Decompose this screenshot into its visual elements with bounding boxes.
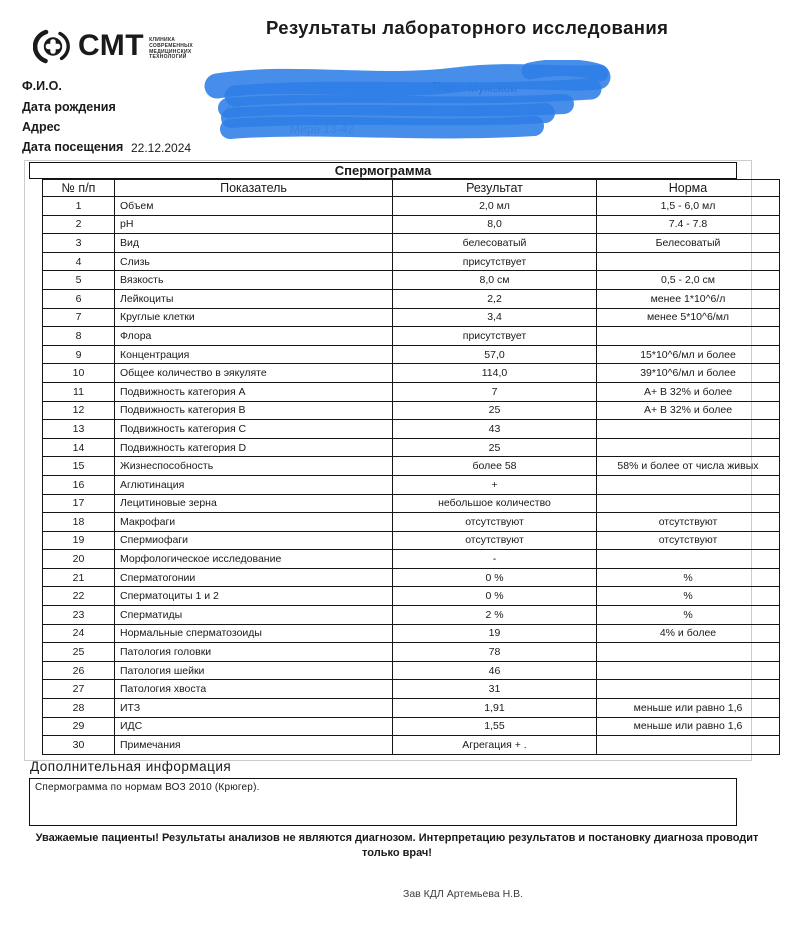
result-cell: 7 <box>393 382 597 401</box>
result-cell: белесоватый <box>393 234 597 253</box>
norm-cell <box>597 643 780 662</box>
indicator-cell: Лейкоциты <box>115 289 393 308</box>
row-number-cell: 25 <box>43 643 115 662</box>
birth-date-label: Дата рождения <box>22 100 116 114</box>
row-number-cell: 28 <box>43 699 115 718</box>
disclaimer-text: Уважаемые пациенты! Результаты анализов не являются диагнозом. Интерпретацию результатов и постановку диагноза проводит только врач! <box>35 832 759 860</box>
table-title: Спермограмма <box>29 162 737 179</box>
table-row <box>43 606 780 625</box>
indicator-cell: Патология хвоста <box>115 680 393 699</box>
row-number-cell: 2 <box>43 215 115 234</box>
table-header-row <box>43 180 780 197</box>
row-number-cell: 17 <box>43 494 115 513</box>
norm-cell: % <box>597 587 780 606</box>
indicator-cell: Сперматоциты 1 и 2 <box>115 587 393 606</box>
norm-cell <box>597 494 780 513</box>
visit-date-label: Дата посещения <box>22 140 124 154</box>
norm-cell <box>597 327 780 346</box>
indicator-cell: Концентрация <box>115 345 393 364</box>
table-row <box>43 717 780 736</box>
sex-value: Мужской <box>468 81 518 95</box>
row-number-cell: 15 <box>43 457 115 476</box>
row-number-cell: 16 <box>43 475 115 494</box>
additional-info-note: Спермограмма по нормам ВОЗ 2010 (Крюгер). <box>35 782 260 793</box>
indicator-cell: Подвижность категория A <box>115 382 393 401</box>
col-header-number: № п/п <box>43 180 115 197</box>
table-row <box>43 457 780 476</box>
result-cell: 114,0 <box>393 364 597 383</box>
norm-cell: отсутствуют <box>597 513 780 532</box>
result-cell: + <box>393 475 597 494</box>
indicator-cell: Подвижность категория D <box>115 438 393 457</box>
indicator-cell: Сперматогонии <box>115 568 393 587</box>
results-table <box>42 179 780 755</box>
results-table-body <box>43 197 780 755</box>
row-number-cell: 9 <box>43 345 115 364</box>
indicator-cell: Примечания <box>115 736 393 755</box>
redacted-birth-hint: 06 <box>228 101 242 115</box>
norm-cell: 1,5 - 6,0 мл <box>597 197 780 216</box>
norm-cell <box>597 550 780 569</box>
norm-cell: меньше или равно 1,6 <box>597 699 780 718</box>
clinic-logo <box>33 29 193 70</box>
table-row <box>43 289 780 308</box>
visit-date-value: 22.12.2024 <box>131 141 192 155</box>
row-number-cell: 19 <box>43 531 115 550</box>
result-cell: 31 <box>393 680 597 699</box>
table-row <box>43 475 780 494</box>
result-cell: более 58 <box>393 457 597 476</box>
result-cell: небольшое количество <box>393 494 597 513</box>
indicator-cell: Круглые клетки <box>115 308 393 327</box>
indicator-cell: Аглютинация <box>115 475 393 494</box>
table-row <box>43 364 780 383</box>
results-table-wrap <box>42 179 780 755</box>
table-row <box>43 252 780 271</box>
row-number-cell: 1 <box>43 197 115 216</box>
table-row <box>43 680 780 699</box>
row-number-cell: 4 <box>43 252 115 271</box>
row-number-cell: 12 <box>43 401 115 420</box>
result-cell: присутствует <box>393 252 597 271</box>
indicator-cell: Флора <box>115 327 393 346</box>
norm-cell <box>597 661 780 680</box>
table-row <box>43 550 780 569</box>
col-header-result: Результат <box>393 180 597 197</box>
norm-cell <box>597 736 780 755</box>
table-row <box>43 736 780 755</box>
result-cell: присутствует <box>393 327 597 346</box>
table-row <box>43 624 780 643</box>
indicator-cell: Вязкость <box>115 271 393 290</box>
col-header-indicator: Показатель <box>115 180 393 197</box>
row-number-cell: 20 <box>43 550 115 569</box>
norm-cell: 15*10^6/мл и более <box>597 345 780 364</box>
row-number-cell: 22 <box>43 587 115 606</box>
norm-cell <box>597 680 780 699</box>
norm-cell: отсутствуют <box>597 531 780 550</box>
table-row <box>43 568 780 587</box>
norm-cell: менее 5*10^6/мл <box>597 308 780 327</box>
row-number-cell: 29 <box>43 717 115 736</box>
row-number-cell: 5 <box>43 271 115 290</box>
indicator-cell: pH <box>115 215 393 234</box>
result-cell: отсутствуют <box>393 531 597 550</box>
indicator-cell: Объем <box>115 197 393 216</box>
norm-cell: % <box>597 606 780 625</box>
indicator-cell: Общее количество в эякуляте <box>115 364 393 383</box>
norm-cell: 58% и более от числа живых <box>597 457 780 476</box>
row-number-cell: 3 <box>43 234 115 253</box>
row-number-cell: 7 <box>43 308 115 327</box>
table-row <box>43 345 780 364</box>
indicator-cell: Нормальные сперматозоиды <box>115 624 393 643</box>
row-number-cell: 23 <box>43 606 115 625</box>
norm-cell: А+ В 32% и более <box>597 401 780 420</box>
row-number-cell: 8 <box>43 327 115 346</box>
redacted-address-hint: Мира 13-42 <box>290 122 355 136</box>
result-cell: 0 % <box>393 587 597 606</box>
row-number-cell: 27 <box>43 680 115 699</box>
result-cell: 78 <box>393 643 597 662</box>
signature-text: Зав КДЛ Артемьева Н.В. <box>402 888 524 900</box>
indicator-cell: Вид <box>115 234 393 253</box>
indicator-cell: Спермиофаги <box>115 531 393 550</box>
norm-cell: менее 1*10^6/л <box>597 289 780 308</box>
table-row <box>43 513 780 532</box>
table-row <box>43 382 780 401</box>
table-row <box>43 699 780 718</box>
result-cell: отсутствуют <box>393 513 597 532</box>
table-row <box>43 308 780 327</box>
norm-cell: Белесоватый <box>597 234 780 253</box>
norm-cell: % <box>597 568 780 587</box>
logo-tagline-line: СОВРЕМЕННЫХ <box>149 42 194 49</box>
indicator-cell: ИДС <box>115 717 393 736</box>
row-number-cell: 26 <box>43 661 115 680</box>
norm-cell <box>597 438 780 457</box>
indicator-cell: Морфологическое исследование <box>115 550 393 569</box>
logo-tagline-line: ТЕХНОЛОГИЙ <box>149 54 187 61</box>
table-row <box>43 271 780 290</box>
result-cell: 57,0 <box>393 345 597 364</box>
result-cell: 1,55 <box>393 717 597 736</box>
additional-info-heading: Дополнительная информация <box>30 759 232 774</box>
norm-cell: 0,5 - 2,0 см <box>597 271 780 290</box>
redaction-scribble <box>195 60 625 155</box>
row-number-cell: 18 <box>43 513 115 532</box>
indicator-cell: Лецитиновые зерна <box>115 494 393 513</box>
col-header-norm: Норма <box>597 180 780 197</box>
indicator-cell: Слизь <box>115 252 393 271</box>
table-row <box>43 234 780 253</box>
norm-cell <box>597 475 780 494</box>
norm-cell: 39*10^6/мл и более <box>597 364 780 383</box>
result-cell: 8,0 <box>393 215 597 234</box>
indicator-cell: Подвижность категория B <box>115 401 393 420</box>
additional-info-box <box>29 778 737 826</box>
result-cell: - <box>393 550 597 569</box>
result-cell: 0 % <box>393 568 597 587</box>
indicator-cell: Подвижность категория C <box>115 420 393 439</box>
indicator-cell: ИТЗ <box>115 699 393 718</box>
logo-tagline <box>149 38 193 61</box>
norm-cell: А+ В 32% и более <box>597 382 780 401</box>
result-cell: 2,0 мл <box>393 197 597 216</box>
result-cell: 46 <box>393 661 597 680</box>
result-cell: 25 <box>393 401 597 420</box>
row-number-cell: 21 <box>43 568 115 587</box>
row-number-cell: 11 <box>43 382 115 401</box>
table-row <box>43 531 780 550</box>
result-cell: 19 <box>393 624 597 643</box>
row-number-cell: 24 <box>43 624 115 643</box>
page-title: Результаты лабораторного исследования <box>266 17 669 38</box>
norm-cell <box>597 420 780 439</box>
result-cell: 2 % <box>393 606 597 625</box>
norm-cell <box>597 252 780 271</box>
result-cell: 25 <box>393 438 597 457</box>
table-row <box>43 587 780 606</box>
table-row <box>43 327 780 346</box>
table-row <box>43 438 780 457</box>
norm-cell: меньше или равно 1,6 <box>597 717 780 736</box>
fio-label: Ф.И.О. <box>22 79 62 93</box>
row-number-cell: 10 <box>43 364 115 383</box>
logo-tagline-line: КЛИНИКА <box>149 37 176 43</box>
norm-cell: 4% и более <box>597 624 780 643</box>
logo-tagline-line: МЕДИЦИНСКИХ <box>149 48 192 55</box>
table-row <box>43 643 780 662</box>
medical-cross-icon <box>33 29 73 70</box>
row-number-cell: 6 <box>43 289 115 308</box>
result-cell: 1,91 <box>393 699 597 718</box>
norm-cell: 7.4 - 7.8 <box>597 215 780 234</box>
table-row <box>43 215 780 234</box>
indicator-cell: Жизнеспособность <box>115 457 393 476</box>
table-row <box>43 661 780 680</box>
table-row <box>43 420 780 439</box>
result-cell: 43 <box>393 420 597 439</box>
result-cell: Агрегация + . <box>393 736 597 755</box>
logo-brand-text: СМТ <box>78 29 145 62</box>
result-cell: 2,2 <box>393 289 597 308</box>
sex-label: Пол <box>432 80 457 94</box>
result-cell: 8,0 см <box>393 271 597 290</box>
table-row <box>43 197 780 216</box>
row-number-cell: 14 <box>43 438 115 457</box>
indicator-cell: Макрофаги <box>115 513 393 532</box>
indicator-cell: Патология шейки <box>115 661 393 680</box>
row-number-cell: 13 <box>43 420 115 439</box>
indicator-cell: Патология головки <box>115 643 393 662</box>
table-row <box>43 494 780 513</box>
address-label: Адрес <box>22 120 61 134</box>
result-cell: 3,4 <box>393 308 597 327</box>
row-number-cell: 30 <box>43 736 115 755</box>
indicator-cell: Сперматиды <box>115 606 393 625</box>
table-row <box>43 401 780 420</box>
